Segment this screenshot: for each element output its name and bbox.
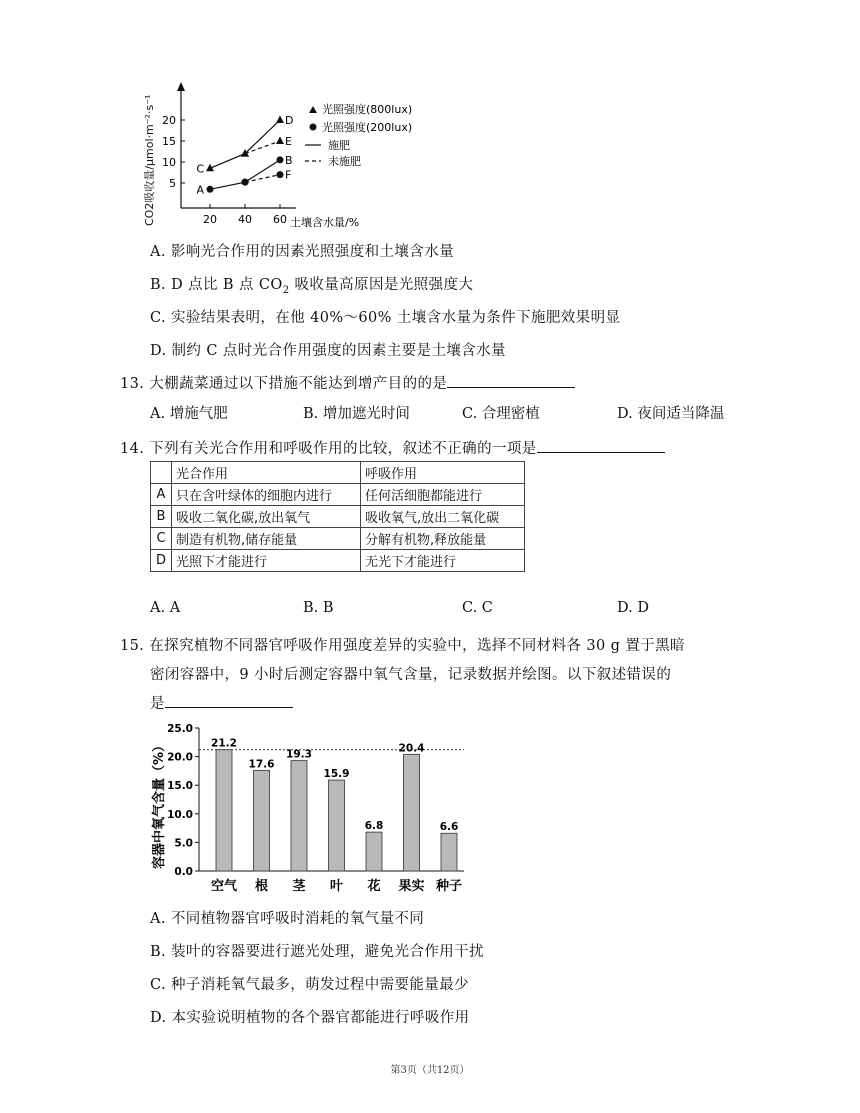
co2-line-chart (138, 80, 428, 232)
chart2-value-label: 17.6 (248, 758, 275, 771)
legend-800lux: 光照强度(800lux) (322, 103, 413, 116)
chart1-point-label: E (285, 135, 292, 148)
chart2-bar (291, 761, 307, 871)
q15-answer-blank[interactable] (165, 692, 293, 708)
chart2-ytick-label: 20.0 (167, 751, 193, 764)
chart2-value-label: 15.9 (323, 768, 350, 781)
chart2-category-label: 茎 (292, 879, 306, 894)
q14-stem-text: 14. 下列有关光合作用和呼吸作用的比较，叙述不正确的一项是 (120, 441, 537, 457)
chart1-ytick-15: 15 (162, 135, 176, 148)
chart1-point-circle (207, 186, 214, 193)
chart1-ylabel: CO2吸收量/μmol·m⁻²·s⁻¹ (143, 94, 156, 226)
chart2-bar (254, 770, 270, 871)
page-footer: 第3页（共12页） (390, 1065, 470, 1076)
table-cell: 分解有机物,释放能量 (361, 528, 525, 550)
q12-option-b-subscript: 2 (282, 284, 290, 296)
chart2-category-label: 果实 (398, 879, 425, 894)
chart1-series-group (196, 114, 293, 196)
chart2-bar (216, 750, 232, 871)
chart2-value-label: 21.2 (211, 737, 237, 750)
chart2-category-label: 种子 (435, 879, 463, 894)
q12-option-d: D. 制约 C 点时光合作用强度的因素主要是土壤含水量 (150, 343, 506, 359)
chart2-bar (366, 832, 382, 871)
chart2-ytick-label: 15.0 (167, 780, 193, 793)
chart2-value-label: 20.4 (398, 742, 425, 755)
q14-option-d: D. D (617, 600, 649, 616)
chart2-category-label: 叶 (329, 879, 344, 894)
table-cell: 光照下才能进行 (172, 550, 361, 572)
legend-200lux: 光照强度(200lux) (322, 121, 413, 134)
q13-answer-blank[interactable] (447, 372, 575, 388)
q14-answer-blank[interactable] (537, 437, 665, 453)
chart2-ylabel: 容器中氧气含量（%） (152, 738, 167, 870)
legend-circle-marker (310, 124, 317, 131)
chart1-xtick-60: 60 (273, 213, 287, 226)
chart1-ytick-10: 10 (162, 156, 176, 169)
q15-stem-line3 (150, 692, 293, 713)
chart1-point-label: C (196, 162, 204, 176)
chart2-ytick-label: 25.0 (167, 723, 193, 735)
table-cell: 制造有机物,储存能量 (172, 528, 361, 550)
chart1-xtick-40: 40 (238, 213, 252, 226)
q13-option-a: A. 增施气肥 (150, 406, 228, 422)
table-cell: A (151, 484, 172, 506)
table-cell (151, 462, 172, 484)
chart2-category-label: 花 (367, 879, 381, 894)
table-row (151, 506, 525, 528)
chart2-bar (404, 754, 420, 871)
chart2-ytick-label: 10.0 (167, 808, 193, 821)
table-row (151, 484, 525, 506)
q14-option-c: C. C (462, 600, 493, 616)
q13-option-d: D. 夜间适当降温 (617, 406, 725, 422)
chart2-category-label: 根 (254, 879, 269, 894)
chart1-point-circle (277, 171, 284, 178)
q12-option-b (150, 273, 473, 296)
table-cell: C (151, 528, 172, 550)
q13-option-c: C. 合理密植 (462, 406, 540, 422)
table-cell: 吸收氧气,放出二氧化碳 (361, 506, 525, 528)
table-cell: 任何活细胞都能进行 (361, 484, 525, 506)
chart2-value-label: 19.3 (286, 748, 312, 761)
chart1-point-triangle (276, 116, 284, 124)
comparison-table (150, 461, 525, 572)
table-row (151, 550, 525, 572)
chart1-xlabel: 土壤含水量/% (290, 216, 360, 229)
q14-option-a: A. A (150, 600, 181, 616)
chart1-point-label: B (285, 153, 293, 167)
chart1-series-line-0 (210, 120, 280, 168)
table-cell: D (151, 550, 172, 572)
oxygen-bar-chart (144, 718, 464, 900)
q15-option-c: C. 种子消耗氧气最多，萌发过程中需要能量最少 (150, 977, 469, 993)
q12-option-b-tail: 吸收量高原因是光照强度大 (289, 277, 474, 293)
table-header-respiration: 呼吸作用 (361, 462, 525, 484)
chart1-y-arrow (177, 82, 185, 91)
chart1-point-circle (242, 179, 249, 186)
q12-option-c: C. 实验结果表明，在他 40%～60% 土壤含水量为条件下施肥效果明显 (150, 310, 621, 326)
q12-option-a: A. 影响光合作用的因素光照强度和土壤含水量 (150, 244, 454, 260)
chart2-bar (329, 780, 345, 871)
q13-stem (120, 372, 575, 393)
chart1-legend (305, 102, 412, 168)
table-cell: 吸收二氧化碳,放出氧气 (172, 506, 361, 528)
q12-option-b-text: B. D 点比 B 点 CO (150, 277, 283, 293)
chart1-series-line-1 (245, 141, 280, 154)
chart1-xtick-20: 20 (203, 213, 217, 226)
chart2-layer (151, 723, 464, 894)
table-header-row (151, 462, 525, 484)
legend-unfertilized: 未施肥 (328, 155, 361, 168)
chart2-ytick-label: 5.0 (174, 837, 193, 850)
q13-option-b: B. 增加遮光时间 (303, 406, 410, 422)
q15-option-d: D. 本实验说明植物的各个器官都能进行呼吸作用 (150, 1010, 470, 1026)
q14-option-b: B. B (303, 600, 334, 616)
chart1-point-circle (277, 156, 284, 163)
table-cell: 无光下才能进行 (361, 550, 525, 572)
chart1-ytick-5: 5 (169, 177, 176, 190)
q15-option-b: B. 装叶的容器要进行遮光处理，避免光合作用干扰 (150, 944, 484, 960)
q15-stem-line1: 15. 在探究植物不同器官呼吸作用强度差异的实验中，选择不同材料各 30 g 置于黑暗 (120, 638, 685, 654)
q15-stem-line2: 密闭容器中，9 小时后测定容器中氧气含量，记录数据并绘图。以下叙述错误的 (150, 667, 672, 683)
legend-fertilized: 施肥 (328, 139, 350, 152)
chart1-x-ticks (203, 204, 287, 226)
chart2-ytick-label: 0.0 (174, 866, 193, 878)
table-cell: 只在含叶绿体的细胞内进行 (172, 484, 361, 506)
table-header-photosynthesis: 光合作用 (172, 462, 361, 484)
chart2-bar (441, 833, 457, 871)
chart2-category-label: 空气 (210, 879, 238, 894)
table-row (151, 528, 525, 550)
legend-triangle-marker (309, 106, 317, 113)
q13-stem-text: 13. 大棚蔬菜通过以下措施不能达到增产目的的是 (120, 376, 448, 392)
chart1-point-label: D (285, 114, 294, 127)
q15-option-a: A. 不同植物器官呼吸时消耗的氧气量不同 (150, 911, 425, 927)
chart1-ytick-20: 20 (162, 114, 176, 127)
chart1-point-triangle (276, 137, 284, 145)
chart2-value-label: 6.6 (439, 821, 459, 834)
chart2-value-label: 6.8 (364, 820, 384, 833)
q15-stem-line3-text: 是 (150, 696, 165, 712)
table-cell: B (151, 506, 172, 528)
chart1-point-label: F (285, 168, 292, 182)
chart1-point-label: A (196, 183, 204, 197)
q14-stem (120, 437, 665, 458)
